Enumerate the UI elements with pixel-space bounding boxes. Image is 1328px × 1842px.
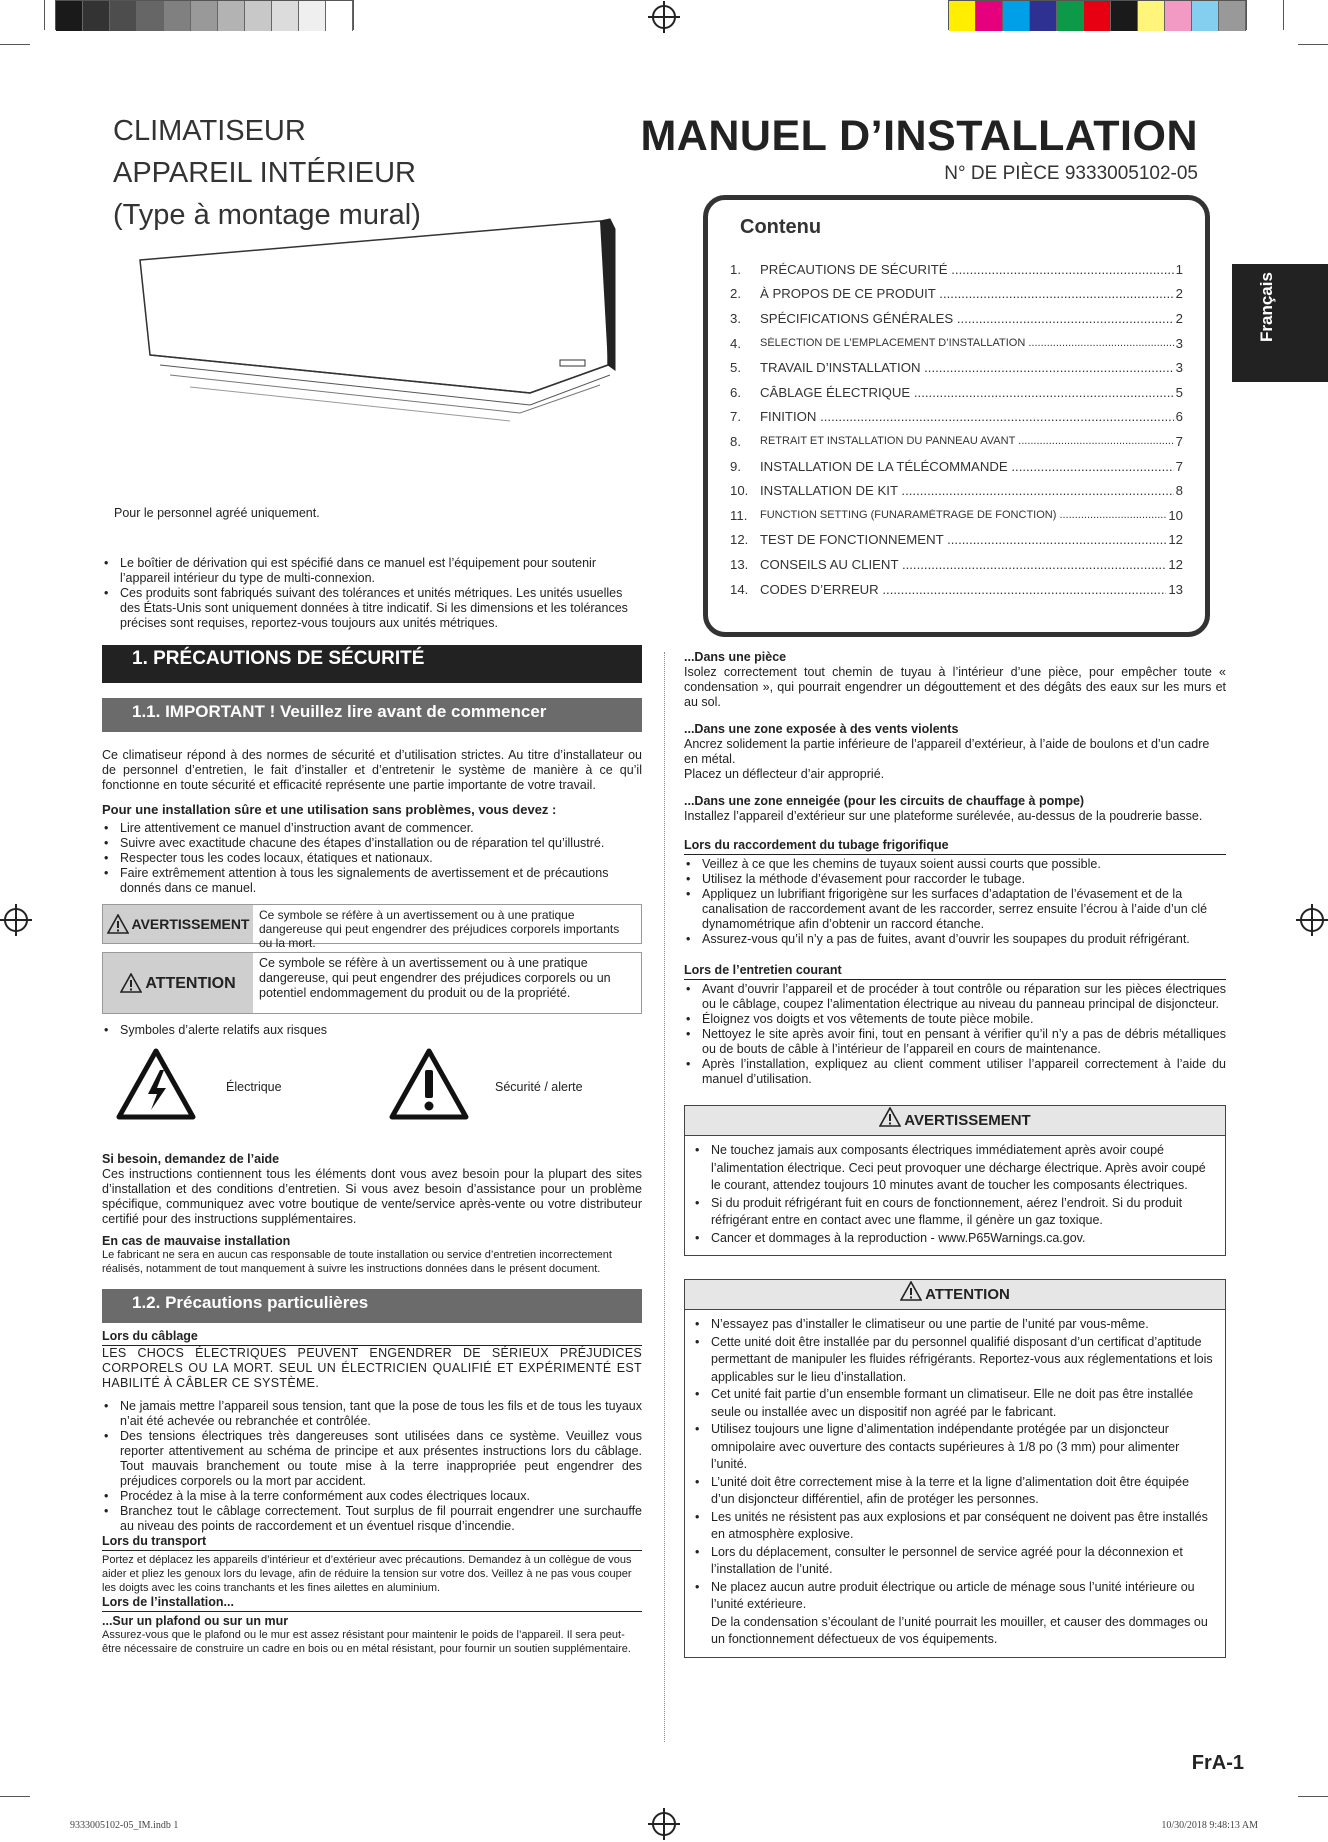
list-item: • Lors du déplacement, consulter le personnel de service agréé pour la déconnexion et l’installation de l’unité.: [693, 1544, 1215, 1579]
language-tab-label: Français: [1257, 272, 1276, 342]
toc-entry[interactable]: [730, 429, 1183, 454]
wind-heading: ...Dans une zone exposée à des vents violents: [684, 722, 959, 736]
transport-heading: Lors du transport: [102, 1534, 642, 1551]
warning-description: Ce symbole se réfère à un avertissement ou à une pratique dangereuse qui peut engendrer des préjudices corporels importants ou la mort.: [253, 905, 641, 943]
page-number: FrA-1: [1191, 1752, 1244, 1774]
list-item: • Si du produit réfrigérant fuit en cours de fonctionnement, aérez l’endroit. Si du produit réfrigérant entre en contact avec une flamme, il génère un gaz toxique.: [693, 1195, 1215, 1230]
color-swatch: [1219, 1, 1246, 31]
toc-entry-label: FUNCTION SETTING (FUNARAMÉTRAGE DE FONCTION) .....: [760, 509, 1166, 521]
toc-entry-number: 8.: [730, 433, 741, 449]
left-column: [102, 556, 642, 1656]
list-item: • Cet unité fait partie d’un ensemble formant un climatiseur. Elle ne doit pas être installée seule ou installée avec un dispositif non agréé par le fabricant.: [693, 1386, 1215, 1421]
list-item: • Éloignez vos doigts et vos vêtements de toute pièce mobile.: [684, 1012, 1226, 1027]
toc-entry-number: 4.: [730, 335, 741, 351]
warning-label: [103, 905, 253, 943]
product-line: CLIMATISEUR: [113, 115, 306, 147]
section-1-2-heading: 1.2. Précautions particulières: [102, 1289, 642, 1323]
caution-symbol-box: [102, 952, 642, 1014]
color-swatch: [1138, 1, 1165, 31]
color-swatch: [56, 1, 83, 31]
intro-bullet: • Ces produits sont fabriqués suivant des tolérances et unités métriques. Les unités usuelles des États-Unis sont uniquement données à titre indicatif. Si les dimensions et les tolérances précises sont requises, reportez-vous toujours aux unités métriques.: [102, 586, 642, 631]
ceiling-text: Assurez-vous que le plafond ou le mur est assez résistant pour maintenir le poids de l’appareil. Il sera peut-être nécessaire de construire un cadre en bois ou en métal résistant, pour fournir un soutien supplémentaire.: [102, 1629, 631, 1655]
warning-box-header: [685, 1106, 1225, 1136]
bad-install-heading: En cas de mauvaise installation: [102, 1234, 291, 1248]
list-item: • Assurez-vous qu’il n’y a pas de fuites, avant d’ouvrir les soupapes du produit réfrigérant.: [684, 932, 1226, 947]
color-swatch: [137, 1, 164, 31]
symbols-note: • Symboles d’alerte relatifs aux risques: [102, 1023, 642, 1038]
room-text: Isolez correctement tout chemin de tuyau à l’intérieur d’une pièce, pour empêcher toute « condensation », qui pourrait engendrer un dégouttement et des dégâts des eaux sur les murs et au sol.: [684, 665, 1226, 709]
list-item: • Appliquez un lubrifiant frigorigène sur les surfaces d’adaptation de l’évasement et de la canalisation de raccordement avant de les raccorder, serrez ensuite l’écrou à l’aide d’un clé dynamométrique afin d’obtenir un raccord étanche.: [684, 887, 1226, 932]
toc-entry-number: 3.: [730, 310, 741, 326]
registration-mark-icon: [4, 908, 28, 932]
warning-box: [684, 1105, 1226, 1256]
registration-mark-icon: [652, 5, 676, 29]
list-item: • Lire attentivement ce manuel d’instruction avant de commencer.: [102, 821, 642, 836]
warning-triangle-icon: [900, 1281, 922, 1301]
toc-entry-page: 13: [1168, 581, 1183, 597]
maintenance-heading: Lors de l’entretien courant: [684, 963, 1226, 980]
color-swatch: [218, 1, 245, 31]
wind-text: Ancrez solidement la partie inférieure de l’appareil d’extérieur, à l’aide de boulons et d’un cadre en métal.: [684, 737, 1210, 766]
toc-entry-number: 1.: [730, 261, 741, 277]
toc-entry-page: 5: [1175, 384, 1183, 400]
color-swatch: [949, 1, 976, 31]
right-column: [684, 650, 1226, 1658]
color-swatch: [326, 1, 353, 31]
crop-mark: [1298, 1796, 1328, 1797]
list-item: • Ne touchez jamais aux composants électriques immédiatement après avoir coupé l’alimentation électrique. Ceci peut provoquer une décharge électrique. Après avoir coupé le courant, attendez toujours 10 minutes avant de toucher les composants électriques.: [693, 1142, 1215, 1195]
color-swatch: [1084, 1, 1111, 31]
color-calibration-bar-right: [948, 0, 1247, 30]
caution-box-title: ATTENTION: [925, 1286, 1010, 1303]
list-item: • Des tensions électriques très dangereuses sont utilisées dans ce système. Veuillez vous reporter attentivement au schéma de principe et aux présentes instructions lors du câblage. Tout mauvais branchement ou toute mise à la terre inappropriée peut engendrer des préjudices corporels ou la mort par accident.: [102, 1429, 642, 1489]
snow-text: Installez l’appareil d’extérieur sur une plateforme surélevée, au-dessus de la poudrerie basse.: [684, 809, 1203, 823]
table-of-contents: [703, 195, 1210, 637]
registration-mark-icon: [1300, 908, 1324, 932]
list-item: • Cette unité doit être installée par du personnel qualifié disposant d’un certificat d’aptitude permettant de manipuler les fluides réfrigérants. Reportez-vous aux réglementations et lois applicables sur le lieu d’installation.: [693, 1334, 1215, 1387]
warning-triangle-icon: [107, 914, 129, 934]
safety-symbol-label: Sécurité / alerte: [495, 1080, 583, 1094]
safe-install-heading: Pour une installation sûre et une utilisation sans problèmes, vous devez :: [102, 802, 557, 817]
list-item: • Suivre avec exactitude chacune des étapes d’installation ou de réparation tel qu’illustré.: [102, 836, 642, 851]
toc-entry[interactable]: [730, 503, 1183, 528]
list-item: • Respecter tous les codes locaux, étatiques et nationaux.: [102, 851, 642, 866]
list-item: • Utilisez la méthode d’évasement pour raccorder le tubage.: [684, 872, 1226, 887]
crop-mark: [0, 1796, 30, 1797]
warning-triangle-icon: [879, 1107, 901, 1127]
toc-entry[interactable]: [730, 405, 1183, 430]
toc-entry-page: 12: [1168, 556, 1183, 572]
toc-entry-label: PRÉCAUTIONS DE SÉCURITÉ .....: [760, 262, 1174, 277]
color-swatch: [299, 1, 326, 31]
toc-entry-number: 9.: [730, 458, 741, 474]
toc-entry[interactable]: [730, 528, 1183, 553]
toc-entry-page: 6: [1175, 409, 1183, 425]
list-item: • Avant d’ouvrir l’appareil et de procéder à tout contrôle ou réparation sur les pièces électriques ou le câblage, coupez l’alimentation électrique au niveau du panneau principal de disjoncteur.: [684, 982, 1226, 1012]
list-item: • Cancer et dommages à la reproduction - www.P65Warnings.ca.gov.: [693, 1230, 1215, 1248]
product-line: APPAREIL INTÉRIEUR: [113, 157, 416, 189]
list-item: • N’essayez pas d’installer le climatiseur ou une partie de l’unité par vous-même.: [693, 1316, 1215, 1334]
toc-entry-number: 11.: [730, 507, 748, 523]
intro-paragraph: Ce climatiseur répond à des normes de sécurité et d’utilisation strictes. Au titre d’installateur ou de personnel d’entretien, le fait d’installer et d’entretenir le système de manière à ce qu’il fonctionne en toute sécurité et efficacité représente une partie importante de votre travail.: [102, 748, 642, 792]
toc-entry-page: 1: [1175, 261, 1183, 277]
section-1-1-heading: 1.1. IMPORTANT ! Veuillez lire avant de commencer: [102, 698, 642, 732]
toc-entry-page: 12: [1168, 532, 1183, 548]
toc-title: Contenu: [740, 216, 822, 238]
toc-entry-page: 3: [1175, 335, 1183, 351]
wiring-warning-caps: LES CHOCS ÉLECTRIQUES PEUVENT ENGENDRER DE SÉRIEUX PRÉJUDICES CORPORELS OU LA MORT. SEUL UN ÉLECTRICIEN QUALIFIÉ ET EXPÉRIMENTÉ EST HABILITÉ À CÂBLER CE SYSTÈME.: [102, 1346, 642, 1390]
toc-entry-label: CODES D’ERREUR .....: [760, 582, 1166, 597]
crop-mark: [0, 44, 30, 45]
color-swatch: [1030, 1, 1057, 31]
caution-box: [684, 1279, 1226, 1658]
list-item: • Utilisez toujours une ligne d’alimentation indépendante protégée par un disjoncteur omnipolaire avec ouverture des contacts supérieures à 1/8 po (3 mm) pour alimenter l’unité.: [693, 1421, 1215, 1474]
list-item: • Procédez à la mise à la terre conformément aux codes électriques locaux.: [102, 1489, 642, 1504]
color-swatch: [1003, 1, 1030, 31]
list-item: • Ne jamais mettre l’appareil sous tension, tant que la pose de tous les fils et de tous les tuyaux n’ait été achevée ou rebranchée et contrôlée.: [102, 1399, 642, 1429]
list-item: • Veillez à ce que les chemins de tuyaux soient aussi courts que possible.: [684, 857, 1226, 872]
list-item: • Les unités ne résistent pas aux explosions et par conséquent ne doivent pas être installés en atmosphère explosive.: [693, 1509, 1215, 1544]
hazard-symbols: [102, 1044, 642, 1150]
crop-mark: [1283, 0, 1284, 30]
electric-hazard-icon: [116, 1048, 196, 1120]
toc-entry[interactable]: [730, 380, 1183, 405]
color-swatch: [272, 1, 299, 31]
list-item: • L’unité doit être correctement mise à la terre et la ligne d’alimentation doit être équipée d’un disjoncteur différentiel, afin de protéger les personnes.: [693, 1474, 1215, 1509]
caution-description: Ce symbole se réfère à un avertissement ou à une pratique dangereuse, qui peut engendrer des préjudices corporels ou un potentiel endommagement du produit ou de la propriété.: [253, 953, 641, 1013]
toc-entry-label: CÂBLAGE ÉLECTRIQUE .....: [760, 385, 1174, 400]
footer-timestamp: 10/30/2018 9:48:13 AM: [1161, 1820, 1258, 1831]
bad-install-text: Le fabricant ne sera en aucun cas responsable de toute installation ou service d’entretien incorrectement réalisés, notamment de tout manquement à suivre les instructions données dans le présent document.: [102, 1249, 612, 1275]
wiring-heading: Lors du câblage: [102, 1329, 642, 1346]
caution-box-header: [685, 1280, 1225, 1310]
caution-extra-text: De la condensation s’écoulant de l’unité pourrait les mouiller, et causer des dommages ou un fonctionnement défectueux de vos équipements.: [711, 1614, 1208, 1646]
color-swatch: [1057, 1, 1084, 31]
toc-entry-number: 12.: [730, 532, 749, 548]
part-number: N° DE PIÈCE 9333005102-05: [944, 163, 1198, 184]
installation-heading: Lors de l’installation...: [102, 1595, 642, 1612]
column-divider: [664, 652, 665, 1742]
toc-entry-page: 2: [1175, 310, 1183, 326]
list-item: • Nettoyez le site après avoir fini, tout en pensant à vérifier qu’il n’y a pas de débris métalliques ou de bouts de câble à l’intérieur de l’appareil en cours de maintenance.: [684, 1027, 1226, 1057]
color-swatch: [191, 1, 218, 31]
toc-entry-label: RETRAIT ET INSTALLATION DU PANNEAU AVANT .....: [760, 435, 1174, 447]
list-item: • Ne placez aucun autre produit électrique ou article de ménage sous l’unité intérieure ou l’unité extérieure.: [693, 1579, 1215, 1614]
color-swatch: [83, 1, 110, 31]
toc-entry[interactable]: [730, 355, 1183, 380]
help-heading: Si besoin, demandez de l’aide: [102, 1152, 280, 1166]
toc-entry-page: 8: [1175, 483, 1183, 499]
list-item: • Après l’installation, expliquez au client comment utiliser l’appareil correctement à l’aide du manuel d’utilisation.: [684, 1057, 1226, 1087]
toc-entry-label: CONSEILS AU CLIENT .....: [760, 557, 1166, 572]
color-swatch: [1165, 1, 1192, 31]
electric-symbol-label: Électrique: [226, 1080, 282, 1094]
transport-text: Portez et déplacez les appareils d’intérieur et d’extérieur avec précautions. Demandez à un collègue de vous aider et pliez les genoux lors du levage, afin de réduire la tension sur votre dos. Veillez à ne pas vous couper les doigts avec les coins tranchants et les fines ailettes en aluminium.: [102, 1554, 632, 1594]
color-swatch: [110, 1, 137, 31]
toc-entry-label: FINITION .....: [760, 409, 1174, 424]
intro-bullet: • Le boîtier de dérivation qui est spécifié dans ce manuel est l’équipement pour soutenir l’appareil intérieur du type de multi-connexion.: [102, 556, 642, 586]
toc-entry-page: 7: [1175, 433, 1183, 449]
toc-entry[interactable]: [730, 282, 1183, 307]
manual-header: [640, 112, 1198, 185]
room-heading: ...Dans une pièce: [684, 650, 787, 664]
toc-entry-number: 2.: [730, 286, 741, 302]
color-swatch: [164, 1, 191, 31]
safety-alert-icon: [389, 1048, 469, 1120]
indoor-unit-illustration: [130, 215, 630, 425]
warning-box-title: AVERTISSEMENT: [904, 1112, 1031, 1129]
toc-entry-label: TEST DE FONCTIONNEMENT .....: [760, 532, 1166, 547]
toc-entry[interactable]: [730, 306, 1183, 331]
toc-entry-number: 7.: [730, 409, 741, 425]
toc-entry-label: INSTALLATION DE LA TÉLÉCOMMANDE .....: [760, 459, 1174, 474]
color-swatch: [1192, 1, 1219, 31]
color-swatch: [1111, 1, 1138, 31]
footer-filename: 9333005102-05_IM.indb 1: [70, 1820, 179, 1831]
color-swatch: [245, 1, 272, 31]
registration-mark-icon: [652, 1812, 676, 1836]
color-calibration-bar-left: [55, 0, 354, 30]
warning-label-text: AVERTISSEMENT: [131, 915, 250, 932]
toc-entry-number: 5.: [730, 360, 741, 376]
toc-entry-number: 13.: [730, 556, 749, 572]
toc-entry-number: 6.: [730, 384, 741, 400]
language-tab: [1232, 264, 1328, 382]
toc-entry[interactable]: [730, 478, 1183, 503]
warning-triangle-icon: [120, 973, 142, 993]
toc-entry[interactable]: [730, 552, 1183, 577]
wind-text-2: Placez un déflecteur d’air approprié.: [684, 767, 885, 781]
caution-label-text: ATTENTION: [145, 974, 236, 992]
toc-entry-label: SÉLECTION DE L’EMPLACEMENT D’INSTALLATION .....: [760, 337, 1174, 349]
toc-entry-page: 7: [1175, 458, 1183, 474]
list-item: • Branchez tout le câblage correctement. Tout surplus de fil pourrait engendrer une surchauffe au niveau des points de raccordement et un éventuel risque d’incendie.: [102, 1504, 642, 1534]
toc-entry[interactable]: [730, 577, 1183, 602]
toc-entry-label: À PROPOS DE CE PRODUIT .....: [760, 286, 1174, 301]
toc-entry-label: INSTALLATION DE KIT .....: [760, 483, 1174, 498]
piping-heading: Lors du raccordement du tubage frigorifique: [684, 838, 1226, 855]
manual-title: MANUEL D’INSTALLATION: [640, 112, 1198, 160]
crop-mark: [1298, 44, 1328, 45]
toc-entry[interactable]: [730, 331, 1183, 356]
toc-entry-page: 3: [1175, 360, 1183, 376]
section-1-heading: 1. PRÉCAUTIONS DE SÉCURITÉ: [102, 645, 642, 683]
toc-entry-page: 2: [1175, 286, 1183, 302]
toc-entry[interactable]: [730, 257, 1183, 282]
caution-label: [103, 953, 253, 1013]
toc-entry-page: 10: [1168, 507, 1183, 523]
help-text: Ces instructions contiennent tous les éléments dont vous avez besoin pour la plupart des sites d’installation et des conditions d’entretien. Si vous avez besoin d’assistance pour un problème spécifique, communiquez avec votre boutique de vente/service après-vente ou votre distributeur certifié pour des instructions supplémentaires.: [102, 1167, 642, 1226]
toc-entry-label: SPÉCIFICATIONS GÉNÉRALES .....: [760, 311, 1174, 326]
snow-heading: ...Dans une zone enneigée (pour les circuits de chauffage à pompe): [684, 794, 1085, 808]
toc-entry-number: 14.: [730, 581, 749, 597]
personnel-note: Pour le personnel agréé uniquement.: [114, 506, 320, 520]
crop-mark: [44, 0, 45, 30]
toc-entry-label: TRAVAIL D’INSTALLATION .....: [760, 360, 1174, 375]
list-item: • Faire extrêmement attention à tous les signalements de avertissement et de précautions donnés dans ce manuel.: [102, 866, 642, 896]
warning-symbol-box: [102, 904, 642, 950]
toc-entry[interactable]: [730, 454, 1183, 479]
toc-entry-number: 10.: [730, 483, 749, 499]
color-swatch: [976, 1, 1003, 31]
ceiling-heading: ...Sur un plafond ou sur un mur: [102, 1614, 289, 1628]
product-line: (Type à montage mural): [113, 199, 421, 231]
